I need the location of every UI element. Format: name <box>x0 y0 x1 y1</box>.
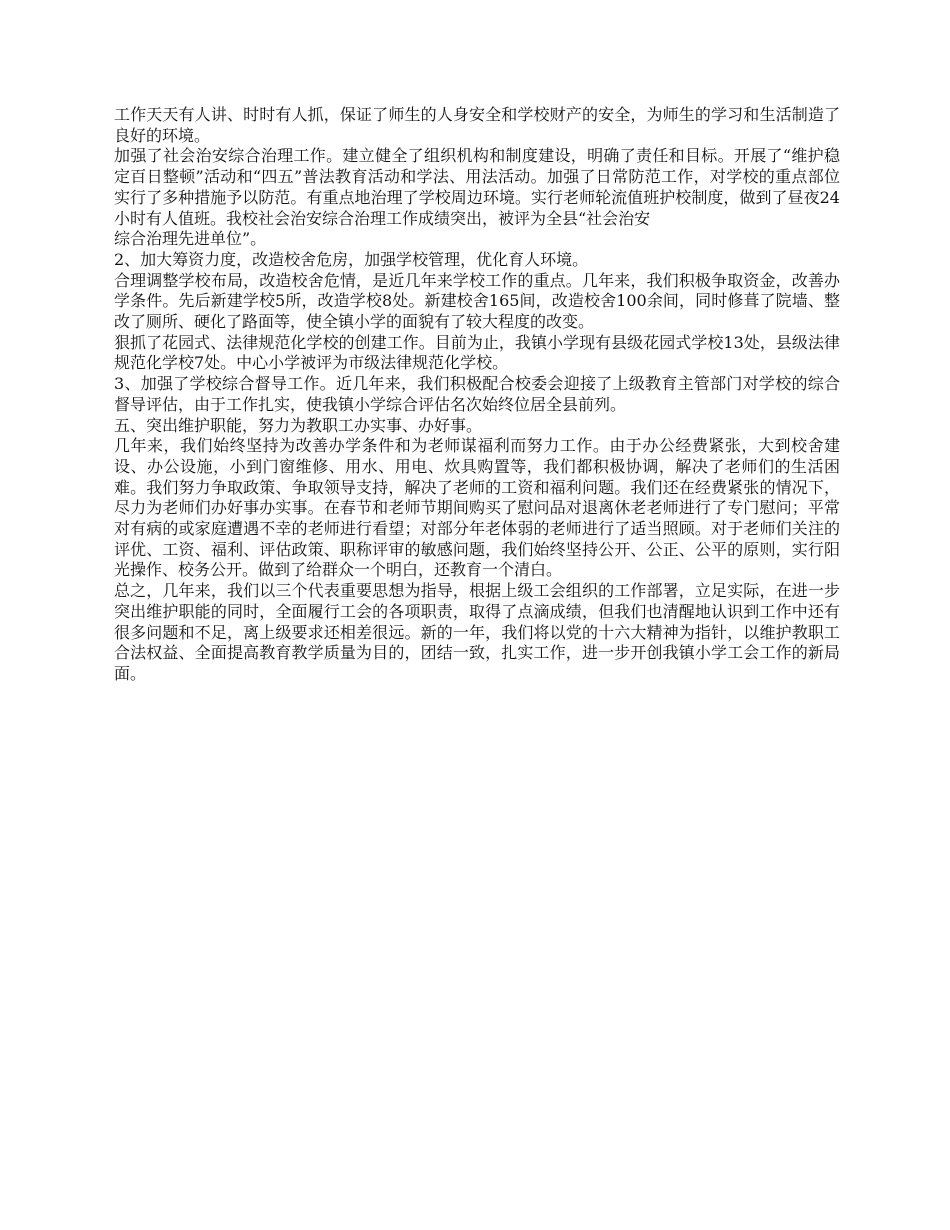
heading-section-five: 五、突出维护职能，努力为教职工办实事、办好事。 <box>114 415 483 435</box>
paragraph-public-security: 加强了社会治安综合治理工作。建立健全了组织机构和制度建设，明确了责任和目标。开展了“维护稳定百日整顿”活动和“四五”普法教育活动和学法、用法活动。加强了日常防范工作，对学校的重点部位实行了多种措施予以防范。有重点地治理了学校周边环境。实行老师轮流值班护校制度，做到了昼夜24小时有人值班。我校社会治安综合治理工作成绩突出，被评为全县“社会治安 <box>114 146 840 228</box>
paragraph-school-layout: 合理调整学校布局，改造校舍危情，是近几年来学校工作的重点。几年来，我们积极争取资金，改善办学条件。先后新建学校5所，改造学校8处。新建校舍165间，改造校舍100余间，同时修葺了院墙、整改了厕所、硬化了路面等，使全镇小学的面貌有了较大程度的改变。 <box>114 270 840 332</box>
paragraph-garden-schools: 狠抓了花园式、法律规范化学校的创建工作。目前为止，我镇小学现有县级花园式学校13处，县级法律规范化学校7处。中心小学被评为市级法律规范化学校。 <box>114 332 840 373</box>
paragraph-inspection: 3、加强了学校综合督导工作。近几年来，我们积极配合校委会迎接了上级教育主管部门对学校的综合督导评估，由于工作扎实，使我镇小学综合评估名次始终位居全县前列。 <box>114 374 840 414</box>
paragraph-welfare: 几年来，我们始终坚持为改善办学条件和为老师谋福利而努力工作。由于办公经费紧张，大到校舍建设、办公设施，小到门窗维修、用水、用电、炊具购置等，我们都积极协调，解决了老师们的生活困难。我们努力争取政策、争取领导支持，解决了老师的工资和福利问题。我们还在经费紧张的情况下，尽力为老师们办好事办实事。在春节和老师节期间购买了慰问品对退离休老老师进行了专门慰问；平常对有病的或家庭遭遇不幸的老师进行看望；对部分年老体弱的老师进行了适当照顾。对于老师们关注的评优、工资、福利、评估政策、职称评审的敏感问题，我们始终坚持公开、公正、公平的原则，实行阳光操作、校务公开。做到了给群众一个明白，还教育一个清白。 <box>114 436 840 580</box>
heading-funding: 2、加大筹资力度，改造校舍危房，加强学校管理，优化育人环境。 <box>114 249 589 269</box>
document-body <box>114 105 840 685</box>
paragraph-conclusion: 总之，几年来，我们以三个代表重要思想为指导，根据上级工会组织的工作部署，立足实际，在进一步突出维护职能的同时，全面履行工会的各项职责，取得了点滴成绩，但我们也清醒地认识到工作中还有很多问题和不足，离上级要求还相差很远。新的一年，我们将以党的十六大精神为指针，以维护教职工合法权益、全面提高教育教学质量为目的，团结一致，扎实工作，进一步开创我镇小学工会工作的新局面。 <box>114 581 840 683</box>
paragraph-advanced-unit: 综合治理先进单位”。 <box>114 229 267 249</box>
paragraph-safety: 工作天天有人讲、时时有人抓，保证了师生的人身安全和学校财产的安全，为师生的学习和生活制造了良好的环境。 <box>114 105 840 145</box>
